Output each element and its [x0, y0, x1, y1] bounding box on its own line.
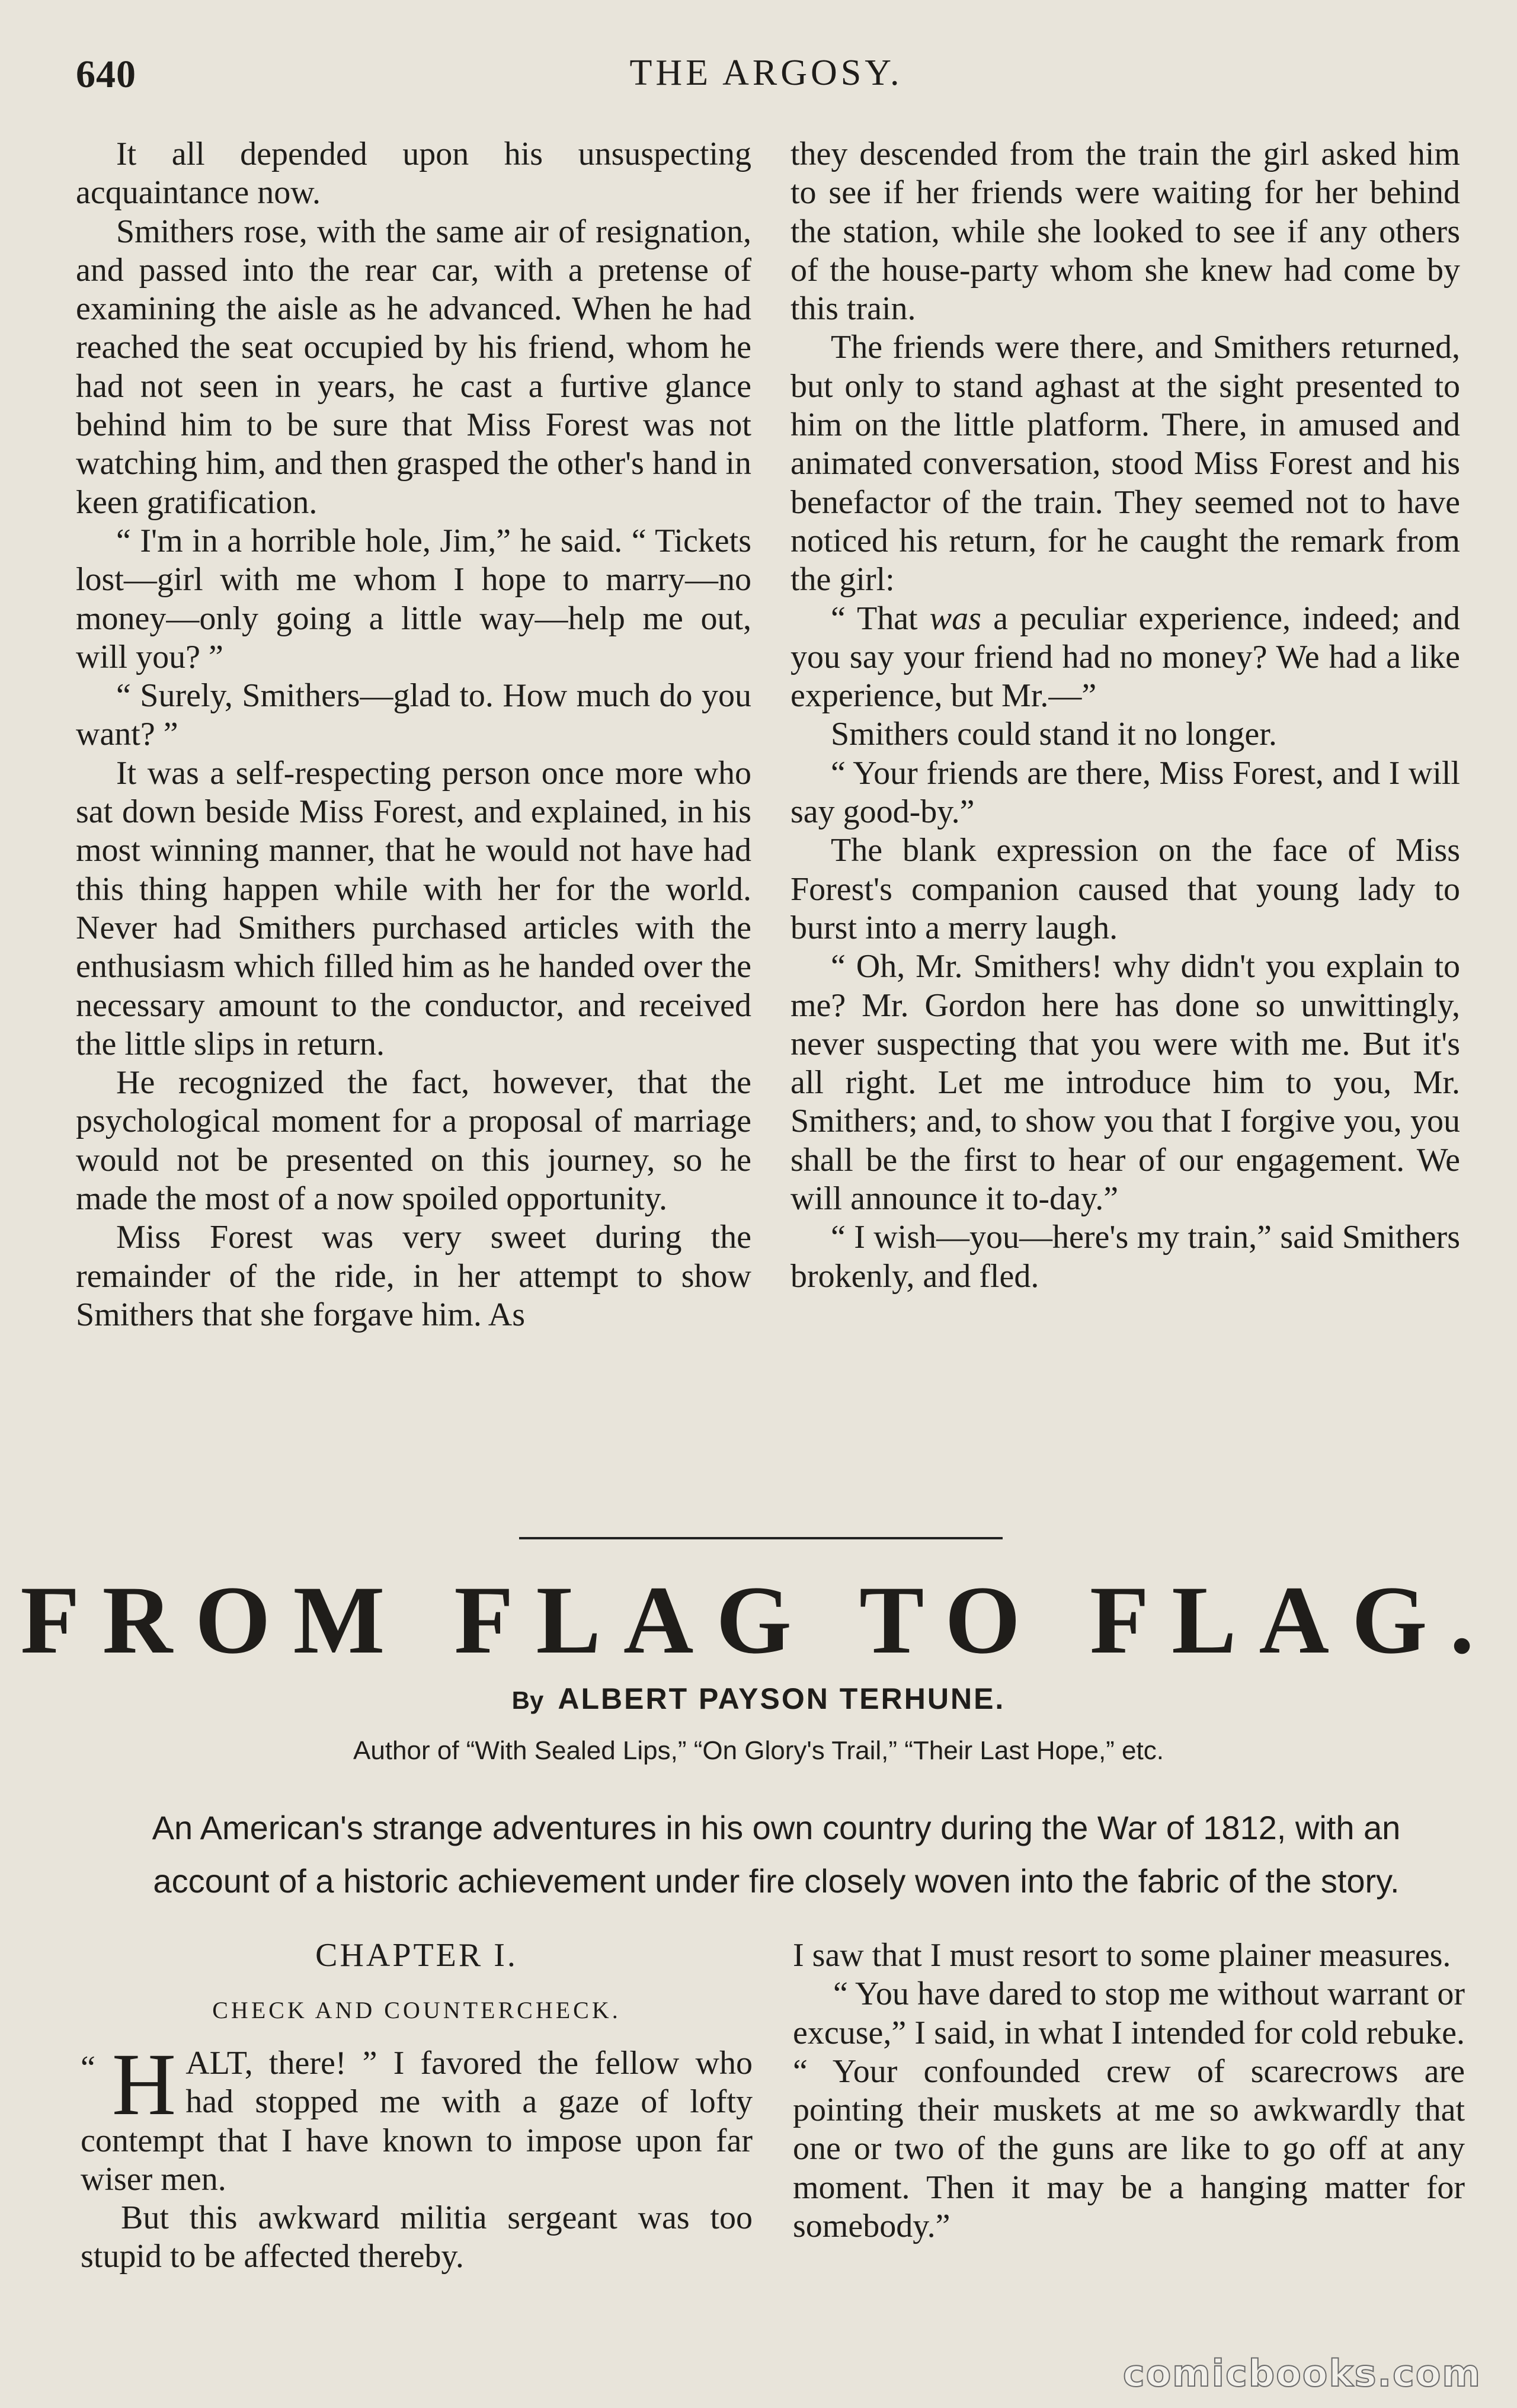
- paragraph: “ Surely, Smithers—glad to. How much do you want? ”: [76, 677, 751, 753]
- paragraph: Smithers rose, with the same air of resignation, and passed into the rear car, with a pretense of examining the aisle as he advanced. When he had reached the seat occupied by his friend, whom he had not seen in years, he cast a furtive glance behind him to be sure that Miss Forest was not watching him, and then grasped the other's hand in keen gratification.: [76, 213, 751, 521]
- author-name: ALBERT PAYSON TERHUNE.: [558, 1682, 1006, 1715]
- paragraph: Smithers could stand it no longer.: [831, 716, 1277, 753]
- running-head: [76, 52, 1457, 100]
- paragraph: He recognized the fact, however, that the psychological moment for a proposal of marriage would not be presented on this journey, so he made the most of a now spoiled opportunity.: [76, 1064, 751, 1218]
- story-right-column: [793, 1936, 1465, 2246]
- paragraph: The blank expression on the face of Miss Forest's companion caused that young lady to burst into a merry laugh.: [790, 832, 1460, 946]
- byline: [0, 1682, 1517, 1716]
- paragraph: It was a self-respecting person once more who sat down beside Miss Forest, and explained, in his most winning manner, that he would not have had this thing happen while with her for the world. Never had Smithers purchased articles with the enthusiasm which filled him as he handed over the necessary amount to the conductor, and received the little slips in return.: [76, 754, 751, 1062]
- paragraph: The friends were there, and Smithers returned, but only to stand aghast at the sight presented to him on the little platform. There, in amused and animated conversation, stood Miss Forest and his benefactor of the train. They seemed not to have noticed his return, for he caught the remark from the girl:: [790, 329, 1460, 598]
- author-note: Author of “With Sealed Lips,” “On Glory's Trail,” “Their Last Hope,” etc.: [353, 1736, 1164, 1765]
- previous-story-right-column: [790, 135, 1460, 1296]
- dropcap-letter: H: [111, 2035, 177, 2134]
- previous-story-left-column: [76, 135, 751, 1334]
- paragraph: they descended from the train the girl asked him to see if her friends were waiting for her behind the station, while she looked to see if any others of the house-party whom she knew had come by this train.: [790, 136, 1460, 328]
- paragraph: But this awkward militia sergeant was too stupid to be affected thereby.: [81, 2199, 753, 2275]
- chapter-heading: CHAPTER I.: [315, 1937, 518, 1974]
- paragraph: “ I wish—you—here's my train,” said Smithers brokenly, and fled.: [790, 1219, 1460, 1295]
- opening-text: ALT, there! ” I favored the fellow who had stopped me with a gaze of lofty contempt that I have known to impose upon far wiser men.: [81, 2045, 753, 2198]
- quoted-paragraph: [790, 600, 1460, 716]
- paragraph: “ You have dared to stop me without warrant or excuse,” I said, in what I intended for cold rebuke. “ Your confounded crew of scarecrows are pointing their muskets at me so awkwardly that one or two of the guns are like to go off at any moment. Then it may be a hanging matter for somebody.”: [793, 1975, 1465, 2245]
- section-divider: [519, 1537, 1003, 1539]
- story-left-column: [81, 1936, 753, 2276]
- quote-open: “ That: [831, 600, 930, 637]
- story-title: FROM FLAG TO FLAG.: [20, 1567, 1497, 1674]
- story-summary: An American's strange adventures in his own country during the War of 1812, with an account of a historic achievement under fire closely woven into the fabric of the story.: [152, 1809, 1401, 1900]
- opening-paragraph: [81, 2035, 753, 2199]
- paragraph: It all depended upon his unsuspecting acquaintance now.: [76, 136, 751, 212]
- quote-rest: a peculiar experience, indeed; and you say your friend had no money? We had a like experience, but Mr.—”: [790, 600, 1461, 715]
- paragraph: “ Your friends are there, Miss Forest, and I will say good-by.”: [790, 754, 1460, 831]
- paragraph: “ Oh, Mr. Smithers! why didn't you explain to me? Mr. Gordon here has done so unwittingly, never suspecting that you were with me. But it's all right. Let me introduce him to you, Mr. Smithers; and, to show you that I forgive you, you shall be the first to hear of our engagement. We will announce it to-day.”: [790, 948, 1460, 1218]
- chapter-subheading: CHECK AND COUNTERCHECK.: [212, 1997, 621, 2023]
- dropcap-quote: “: [81, 2050, 95, 2086]
- quote-emphasis: was: [929, 600, 981, 637]
- magazine-title: THE ARGOSY.: [629, 53, 903, 93]
- page-number: 640: [76, 53, 136, 96]
- paragraph: Miss Forest was very sweet during the remainder of the ride, in her attempt to show Smithers that she forgave him. As: [76, 1219, 751, 1333]
- paragraph: I saw that I must resort to some plainer measures.: [793, 1937, 1451, 1974]
- paragraph: “ I'm in a horrible hole, Jim,” he said. “ Tickets lost—girl with me whom I hope to marry—no money—only going a little way—help me out, will you? ”: [76, 522, 751, 675]
- byline-by: By: [511, 1686, 544, 1714]
- site-watermark: comicbooks.com: [1122, 2352, 1481, 2395]
